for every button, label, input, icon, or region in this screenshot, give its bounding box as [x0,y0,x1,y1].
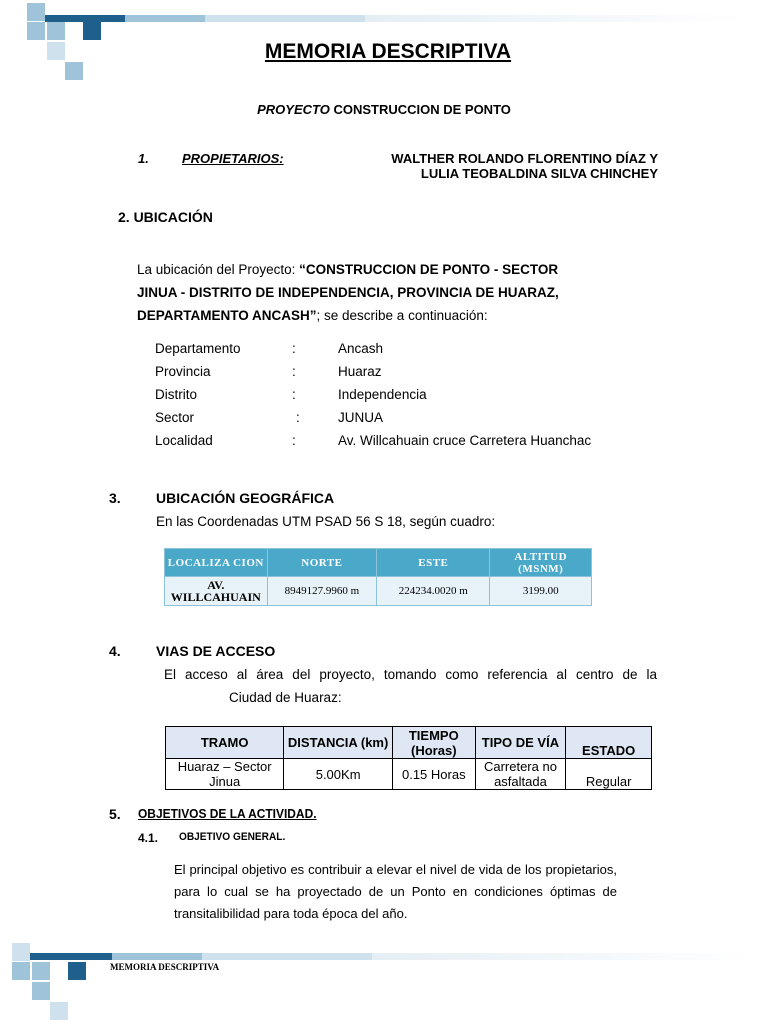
section-2-heading: 2. UBICACIÓN [118,209,213,225]
ubicacion-row-departamento [155,341,675,364]
subtitle-project-name: CONSTRUCCION DE PONTO [333,102,511,117]
row-value: Ancash [338,341,384,356]
objetivo-line-1: El principal objetivo es contribuir a elevar el nivel de vida de los propietarios, [174,862,617,877]
section-5-number: 5. [109,806,121,822]
document-subtitle [0,102,768,117]
access-header-row [166,727,652,759]
intro-suffix: ; se describe a continuación: [316,308,488,323]
owner-line-1: WALTHER ROLANDO FLORENTINO DÍAZ Y [391,151,658,166]
access-header-tramo: TRAMO [166,727,284,759]
utm-cell-norte: 8949127.9960 m [267,577,377,606]
ubicacion-row-sector [155,410,675,433]
row-label: Sector [155,410,195,425]
row-label: Provincia [155,364,211,379]
objetivo-line-2: para lo cual se ha proyectado de un Ponto en condiciones óptimas de [174,884,617,899]
intro-prefix: La ubicación del Proyecto: [137,262,300,277]
access-header-tiempo: TIEMPO (Horas) [392,727,475,759]
access-cell-tramo: Huaraz – Sector Jinua [166,759,284,790]
footer-label: MEMORIA DESCRIPTIVA [110,962,220,972]
utm-cell-altitud: 3199.00 [490,577,592,606]
access-cell-tiempo: 0.15 Horas [392,759,475,790]
access-data-row [166,759,652,790]
ubicacion-row-localidad [155,433,675,456]
utm-cell-localizacion: AV. WILLCAHUAIN [165,577,268,606]
ubicacion-intro [137,258,607,327]
section-3-text: En las Coordenadas UTM PSAD 56 S 18, según cuadro: [156,514,496,529]
section-4-text-line-1: El acceso al área del proyecto, tomando como referencia al centro de la [164,667,657,682]
section-4-text-line-2: Ciudad de Huaraz: [229,690,342,705]
owner-line-2: LULIA TEOBALDINA SILVA CHINCHEY [420,166,658,181]
row-separator: : [292,433,296,448]
section-5-heading: OBJETIVOS DE LA ACTIVIDAD. [138,806,317,821]
section-3-number: 3. [109,490,121,506]
row-value: Independencia [338,387,427,402]
row-separator: : [292,341,296,356]
utm-data-row [165,577,592,606]
access-cell-estado: Regular [566,759,652,790]
subtitle-prefix: PROYECTO [257,102,330,117]
row-value: Av. Willcahuain cruce Carretera Huanchac [338,433,592,448]
section-4-heading: VIAS DE ACCESO [156,643,276,659]
access-table [165,726,652,790]
access-cell-distancia: 5.00Km [284,759,393,790]
utm-header-altitud: ALTITUD (MSNM) [490,549,592,577]
access-header-distancia: DISTANCIA (km) [284,727,393,759]
section-1-heading: PROPIETARIOS: [182,151,284,166]
row-label: Departamento [155,341,241,356]
row-label: Distrito [155,387,198,402]
row-value: JUNUA [338,410,384,425]
utm-header-este: ESTE [377,549,490,577]
access-header-tipo-via: TIPO DE VÍA [475,727,566,759]
access-cell-tipo-via: Carretera no asfaltada [475,759,566,790]
ubicacion-row-distrito [155,387,675,410]
intro-bold-3: DEPARTAMENTO ANCASH” [137,308,317,323]
row-separator: : [292,364,296,379]
section-1-number: 1. [138,151,149,166]
row-value: Huaraz [338,364,382,379]
row-label: Localidad [155,433,213,448]
utm-header-row [165,549,592,577]
intro-bold-1: “CONSTRUCCION DE PONTO - SECTOR [299,262,559,277]
section-5-sub-number: 4.1. [138,831,159,845]
utm-header-localizacion: LOCALIZA CION [165,549,268,577]
intro-bold-2: JINUA - DISTRITO DE INDEPENDENCIA, PROVINCIA DE HUARAZ, [137,285,559,300]
utm-cell-este: 224234.0020 m [377,577,490,606]
row-separator: : [292,387,296,402]
access-header-estado: ESTADO [566,727,652,759]
objetivo-line-3: transitalibilidad para toda época del año. [174,906,408,921]
document-title: MEMORIA DESCRIPTIVA [264,40,512,63]
row-separator: : [296,410,300,425]
section-4-number: 4. [109,643,121,659]
ubicacion-row-provincia [155,364,675,387]
utm-header-norte: NORTE [267,549,377,577]
section-3-heading: UBICACIÓN GEOGRÁFICA [156,490,335,506]
ubicacion-list [155,341,675,456]
section-5-sub-heading: OBJETIVO GENERAL. [179,831,286,843]
objetivo-general-text [174,859,617,925]
utm-coordinates-table [164,548,592,606]
